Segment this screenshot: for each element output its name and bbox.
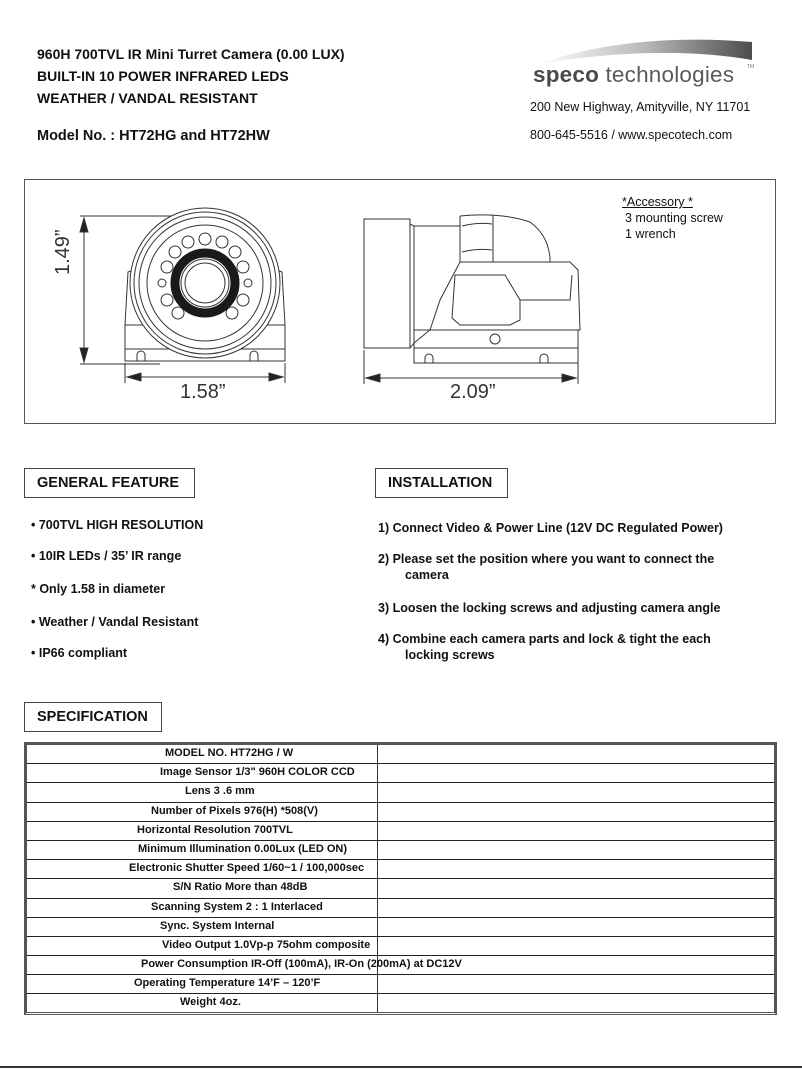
spec-cell: Weight 4oz. — [180, 996, 241, 1009]
installation-step — [378, 631, 711, 663]
table-row — [27, 803, 774, 822]
table-row — [27, 764, 774, 783]
spec-cell: Scanning System 2 : 1 Interlaced — [151, 900, 323, 913]
spec-cell: Sync. System Internal — [160, 919, 275, 932]
front-width-dimension-label: 1.58” — [180, 381, 226, 403]
feature-item: • Weather / Vandal Resistant — [31, 615, 199, 629]
spec-cell: Lens 3 .6 mm — [185, 785, 255, 798]
title-line-3: WEATHER / VANDAL RESISTANT — [37, 90, 258, 106]
page-bottom-rule — [0, 1066, 802, 1068]
installation-step — [378, 600, 720, 616]
accessory-header: *Accessory * — [622, 195, 693, 209]
table-row — [27, 937, 774, 956]
spec-cell: MODEL NO. HT72HG / W — [165, 747, 294, 759]
feature-item: • 10IR LEDs / 35’ IR range — [31, 549, 182, 563]
installation-step — [378, 551, 714, 583]
step-text: 3) Loosen the locking screws and adjusting camera angle — [378, 601, 721, 615]
table-row — [27, 860, 774, 879]
general-feature-heading: GENERAL FEATURE — [24, 468, 195, 498]
speco-logo — [533, 62, 734, 88]
table-row — [27, 975, 774, 994]
table-row — [27, 745, 774, 764]
table-row — [27, 956, 774, 975]
specification-table — [24, 742, 777, 1015]
height-dimension-label: 1.49” — [52, 229, 74, 275]
step-text: 1) Connect Video & Power Line (12V DC Regulated Power) — [378, 521, 723, 535]
table-row — [27, 899, 774, 918]
spec-cell: Number of Pixels 976(H) *508(V) — [151, 804, 318, 817]
spec-cell: Minimum Illumination 0.00Lux (LED ON) — [138, 842, 348, 855]
accessory-list — [622, 194, 723, 242]
step-text: 4) Combine each camera parts and lock & tight the each — [378, 632, 711, 646]
spec-cell: Electronic Shutter Speed 1/60~1 / 100,000sec — [129, 862, 365, 875]
accessory-item: 1 wrench — [625, 227, 676, 241]
company-contact: 800-645-5516 / www.specotech.com — [530, 128, 733, 142]
feature-item: • IP66 compliant — [31, 646, 128, 660]
table-row — [27, 822, 774, 841]
spec-cell: Horizontal Resolution 700TVL — [137, 823, 293, 836]
spec-cell: Image Sensor 1/3" 960H COLOR CCD — [160, 766, 355, 779]
installation-step — [378, 520, 723, 536]
logo-light-text: technologies — [599, 62, 735, 87]
spec-cell: S/N Ratio More than 48dB — [173, 881, 308, 894]
model-number: Model No. : HT72HG and HT72HW — [37, 128, 270, 144]
side-width-dimension-label: 2.09” — [450, 381, 496, 403]
spec-cell: Video Output 1.0Vp-p 75ohm composite — [162, 938, 371, 951]
title-line-2: BUILT-IN 10 POWER INFRARED LEDS — [37, 68, 289, 84]
camera-front-view-icon — [60, 200, 300, 410]
table-row — [27, 994, 774, 1013]
title-line-1: 960H 700TVL IR Mini Turret Camera (0.00 LUX) — [37, 46, 345, 62]
feature-item: • 700TVL HIGH RESOLUTION — [31, 518, 204, 532]
step-text-continued: camera — [405, 568, 449, 582]
installation-heading: INSTALLATION — [375, 468, 508, 498]
company-address: 200 New Highway, Amityville, NY 11701 — [530, 100, 751, 114]
camera-side-view-icon — [355, 200, 595, 390]
table-row — [27, 841, 774, 860]
step-text: 2) Please set the position where you want to connect the — [378, 552, 715, 566]
accessory-item: 3 mounting screw — [625, 211, 723, 225]
table-row — [27, 918, 774, 937]
feature-item: * Only 1.58 in diameter — [31, 582, 166, 596]
step-text-continued: locking screws — [405, 648, 495, 662]
specification-heading: SPECIFICATION — [24, 702, 162, 732]
spec-cell: Operating Temperature 14’F – 120’F — [134, 977, 321, 990]
spec-cell: Power Consumption IR-Off (100mA), IR-On (200mA) at DC12V — [141, 958, 462, 971]
table-row — [27, 783, 774, 802]
logo-bold-text: speco — [533, 62, 600, 87]
table-row — [27, 879, 774, 898]
trademark: TM — [747, 64, 755, 70]
